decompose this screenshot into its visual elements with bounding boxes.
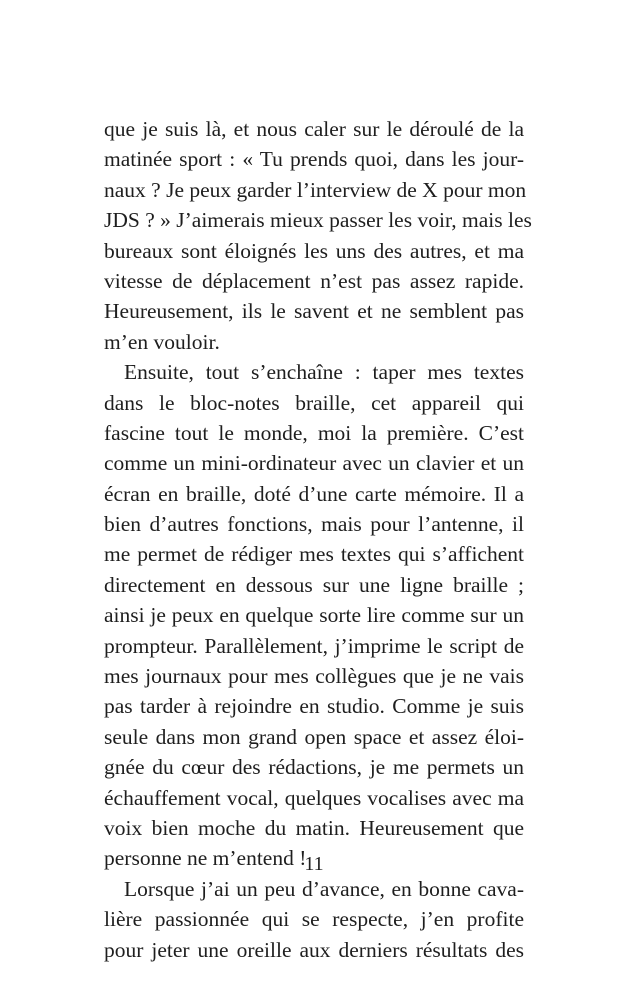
body-text xyxy=(104,114,532,965)
text-line: pour jeter une oreille aux derniers résultats des xyxy=(104,937,524,962)
text-line: gnée du cœur des rédactions, je me permets un xyxy=(104,755,524,780)
text-line: prompteur. Parallèlement, j’imprime le script de xyxy=(104,633,524,658)
text-line: Heureusement, ils le savent et ne semblent pas xyxy=(104,299,524,324)
text-line: me permet de rédiger mes textes qui s’affichent xyxy=(104,542,524,567)
text-line: dans le bloc-notes braille, cet appareil qui xyxy=(104,390,524,415)
text-line: Lorsque j’ai un peu d’avance, en bonne cava- xyxy=(124,876,524,901)
text-line: écran en braille, doté d’une carte mémoire. Il a xyxy=(104,481,524,506)
paragraph xyxy=(104,114,532,357)
text-line: personne ne m’entend ! xyxy=(104,846,307,871)
text-line: bien d’autres fonctions, mais pour l’antenne, il xyxy=(104,512,524,537)
text-line: pas tarder à rejoindre en studio. Comme je suis xyxy=(104,694,524,719)
text-line: que je suis là, et nous caler sur le déroulé de la xyxy=(104,117,524,141)
text-line: matinée sport : « Tu prends quoi, dans les jour- xyxy=(104,147,524,172)
text-line: JDS ? » J’aimerais mieux passer les voir, mais les xyxy=(104,208,532,233)
text-line: naux ? Je peux garder l’interview de X pour mon xyxy=(104,177,527,202)
page-number: 11 xyxy=(304,853,324,875)
paragraph xyxy=(104,874,524,965)
text-line: lière passionnée qui se respecte, j’en profite xyxy=(104,907,524,932)
text-line: m’en vouloir. xyxy=(104,329,220,354)
text-line: ainsi je peux en quelque sorte lire comme sur un xyxy=(104,603,524,628)
text-line: mes journaux pour mes collègues que je ne vais xyxy=(104,664,524,689)
text-line: directement en dessous sur une ligne braille ; xyxy=(104,572,524,597)
text-line: Ensuite, tout s’enchaîne : taper mes textes xyxy=(124,360,524,385)
text-line: échauffement vocal, quelques vocalises avec ma xyxy=(104,785,524,810)
text-line: bureaux sont éloignés les uns des autres, et ma xyxy=(104,238,524,263)
text-line: seule dans mon grand open space et assez éloi- xyxy=(104,724,524,749)
text-line: voix bien moche du matin. Heureusement que xyxy=(104,815,524,840)
text-line: vitesse de déplacement n’est pas assez rapide. xyxy=(104,268,524,293)
text-line: comme un mini-ordinateur avec un clavier et un xyxy=(104,451,524,476)
text-line: fascine tout le monde, moi la première. C’est xyxy=(104,420,524,445)
paragraph xyxy=(104,357,524,874)
